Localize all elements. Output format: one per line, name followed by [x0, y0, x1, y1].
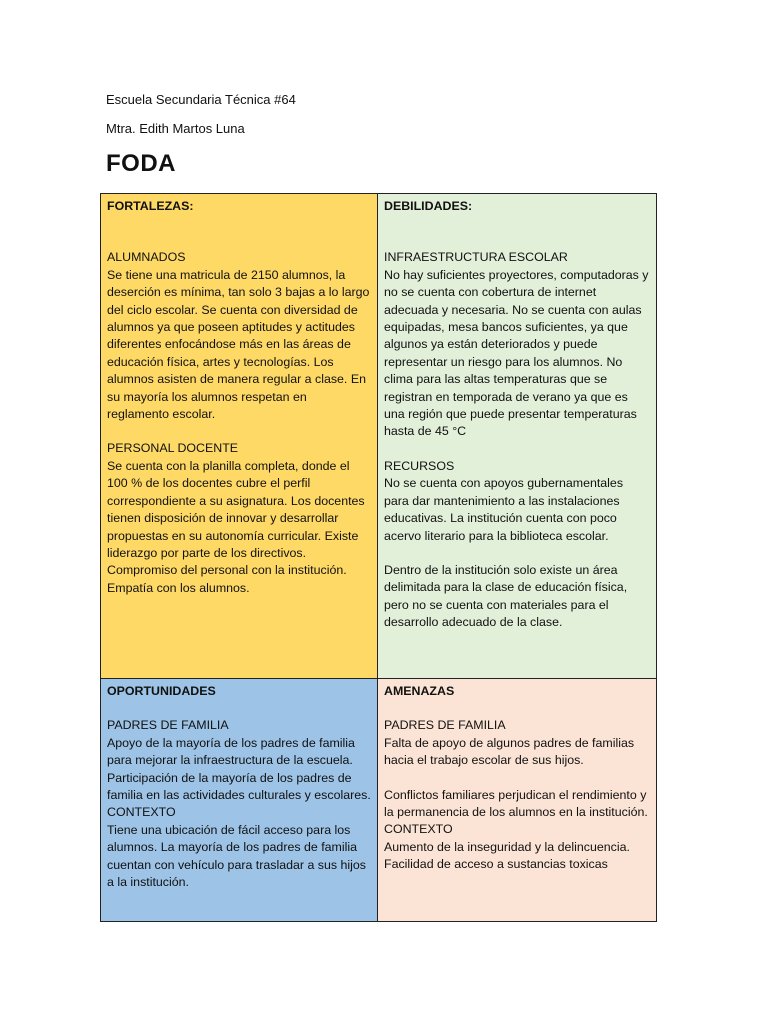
debilidades-cell	[378, 194, 657, 679]
amenazas-padres-section	[384, 717, 650, 769]
foda-row-internal	[101, 194, 657, 679]
oportunidades-contexto-section	[107, 804, 371, 891]
teacher-name: Mtra. Edith Martos Luna	[106, 121, 245, 136]
amenazas-contexto-title: CONTEXTO	[384, 822, 453, 837]
oportunidades-padres-section	[107, 717, 371, 804]
oportunidades-contexto-title: CONTEXTO	[107, 805, 176, 820]
recursos-text: No se cuenta con apoyos gubernamentales para dar mantenimiento a las instalaciones educativas. La institución cuenta con poco acervo literario para la biblioteca escolar.	[384, 476, 624, 543]
docente-title: PERSONAL DOCENTE	[107, 441, 239, 456]
amenazas-conflictos-text: Conflictos familiares perjudican el rendimiento y la permanencia de los alumnos en la institución.	[384, 787, 648, 820]
amenazas-cell	[378, 679, 657, 922]
amenazas-heading: AMENAZAS	[384, 684, 455, 698]
amenazas-padres-title: PADRES DE FAMILIA	[384, 718, 506, 733]
infra-title: INFRAESTRUCTURA ESCOLAR	[384, 250, 568, 265]
page-title: FODA	[106, 150, 176, 177]
school-name: Escuela Secundaria Técnica #64	[106, 92, 296, 107]
oportunidades-contexto-text: Tiene una ubicación de fácil acceso para los alumnos. La mayoría de los padres de familia cuentan con vehículo para trasladar a sus hijos a la institución.	[107, 822, 366, 890]
infra-section	[384, 249, 650, 440]
fortalezas-heading: FORTALEZAS:	[107, 199, 194, 213]
foda-table	[100, 193, 657, 922]
oportunidades-heading: OPORTUNIDADES	[107, 684, 216, 698]
amenazas-contexto-text: Aumento de la inseguridad y la delincuencia. Facilidad de acceso a sustancias toxicas	[384, 839, 630, 872]
recursos-title: RECURSOS	[384, 458, 455, 473]
alumnado-title: ALUMNADOS	[107, 250, 186, 265]
area-text: Dentro de la institución solo existe un área delimitada para la clase de educación física, pero no se cuenta con materiales para el desarrollo adecuado de la clase.	[384, 562, 628, 630]
docente-text: Se cuenta con la planilla completa, donde el 100 % de los docentes cubre el perfil correspondiente a su asignatura. Los docentes tienen disposición de innovar y desarrollar propuestas en su autonomía curricular. Existe liderazgo por parte de los directivos. Compromiso del personal con la institución. Empatía con los alumnos.	[107, 458, 365, 595]
oportunidades-cell	[101, 679, 378, 922]
oportunidades-padres-text: Apoyo de la mayoría de los padres de familia para mejorar la infraestructura de la escuela. Participación de la mayoría de los padres de familia en las actividades culturales y escolares.	[107, 735, 371, 803]
alumnado-section	[107, 249, 371, 423]
foda-row-external	[101, 679, 657, 922]
debilidades-heading: DEBILIDADES:	[384, 199, 473, 213]
area-section	[384, 562, 650, 632]
amenazas-contexto-section	[384, 821, 650, 873]
amenazas-padres-text: Falta de apoyo de algunos padres de familias hacia el trabajo escolar de sus hijos.	[384, 735, 635, 768]
oportunidades-padres-title: PADRES DE FAMILIA	[107, 718, 229, 733]
infra-text: No hay suficientes proyectores, computadoras y no se cuenta con cobertura de internet adecuada y necesaria. No se cuenta con aulas equipadas, mesa bancos suficientes, ya que algunos ya están deteriorados y puede representar un riesgo para los alumnos. No clima para las altas temperaturas que se registran en temporada de verano ya que es una región que puede presentar temperaturas hasta de 45 °C	[384, 267, 649, 439]
recursos-section	[384, 458, 650, 545]
amenazas-conflictos-section	[384, 787, 650, 822]
docente-section	[107, 440, 371, 597]
alumnado-text: Se tiene una matricula de 2150 alumnos, la deserción es mínima, tan solo 3 bajas a lo largo del ciclo escolar. Se cuenta con diversidad de alumnos ya que poseen aptitudes y actitudes diferentes enfocándose más en las áreas de educación física, artes y tecnologías. Los alumnos asisten de manera regular a clase. En su mayoría los alumnos respetan en reglamento escolar.	[107, 267, 370, 422]
fortalezas-cell	[101, 194, 378, 679]
